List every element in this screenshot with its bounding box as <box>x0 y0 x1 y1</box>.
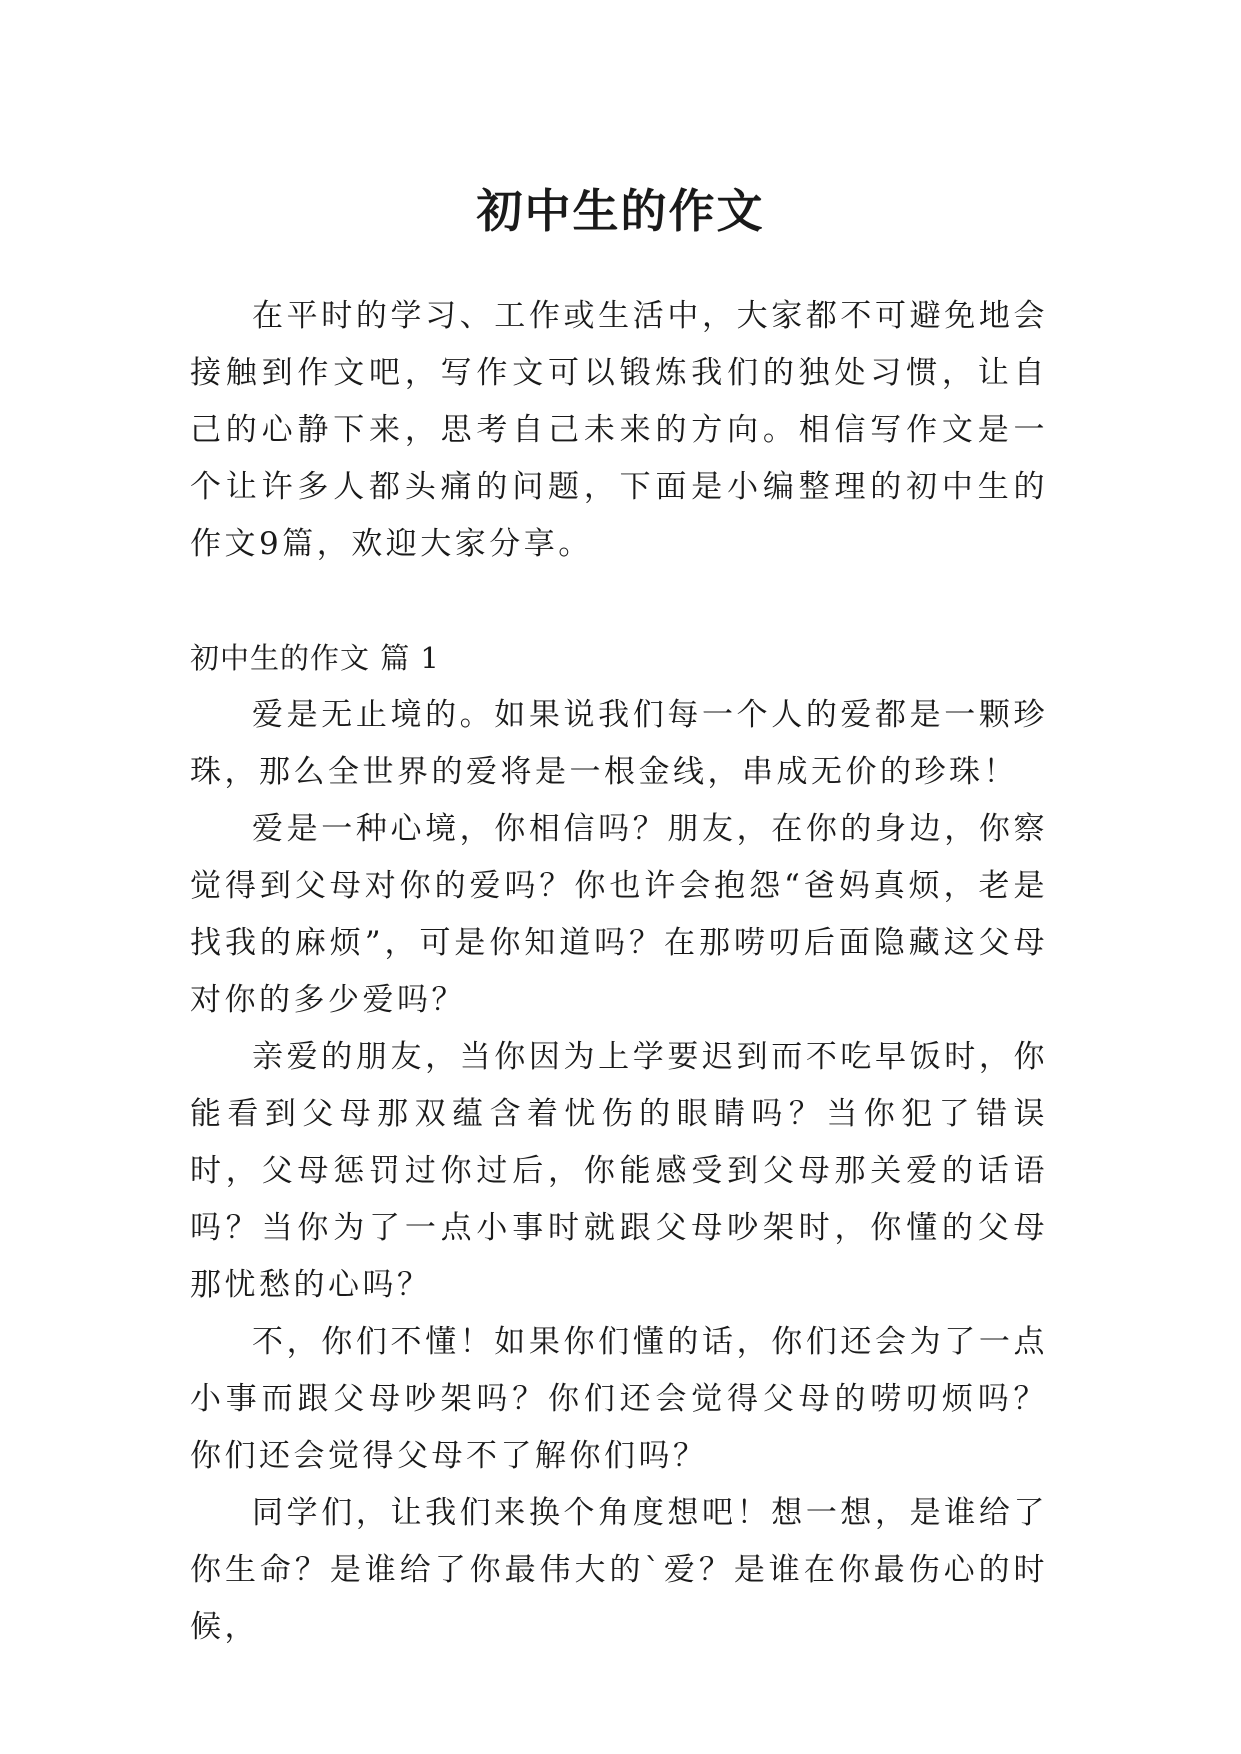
intro-paragraph: 在平时的学习、工作或生活中，大家都不可避免地会接触到作文吧，写作文可以锻炼我们的独处习惯，让自己的心静下来，思考自己未来的方向。相信写作文是一个让许多人都头痛的问题，下面是小编整理的初中生的作文9篇，欢迎大家分享。 <box>190 298 1048 562</box>
document-title: 初中生的作文 <box>476 183 765 238</box>
section-heading: 初中生的作文 篇 1 <box>190 641 440 675</box>
essay-paragraph: 爱是无止境的。如果说我们每一个人的爱都是一颗珍珠，那么全世界的爱将是一根金线，串成无价的珍珠！ <box>190 697 1048 790</box>
essay-paragraph: 同学们，让我们来换个角度想吧！想一想，是谁给了你生命？是谁给了你最伟大的`爱？是谁在你最伤心的时候， <box>190 1495 1048 1645</box>
essay-section <box>190 630 1048 1656</box>
essay-paragraph: 爱是一种心境，你相信吗？朋友，在你的身边，你察觉得到父母对你的爱吗？你也许会抱怨“爸妈真烦，老是找我的麻烦”，可是你知道吗？在那唠叨后面隐藏这父母对你的多少爱吗？ <box>190 811 1048 1018</box>
essay-paragraph: 亲爱的朋友，当你因为上学要迟到而不吃早饭时，你能看到父母那双蕴含着忧伤的眼睛吗？当你犯了错误时，父母惩罚过你过后，你能感受到父母那关爱的话语吗？当你为了一点小事时就跟父母吵架时，你懂的父母那忧愁的心吗？ <box>190 1039 1048 1303</box>
essay-paragraph: 不，你们不懂！如果你们懂的话，你们还会为了一点小事而跟父母吵架吗？你们还会觉得父母的唠叨烦吗？你们还会觉得父母不了解你们吗？ <box>190 1324 1048 1474</box>
document-body <box>190 288 1048 1656</box>
